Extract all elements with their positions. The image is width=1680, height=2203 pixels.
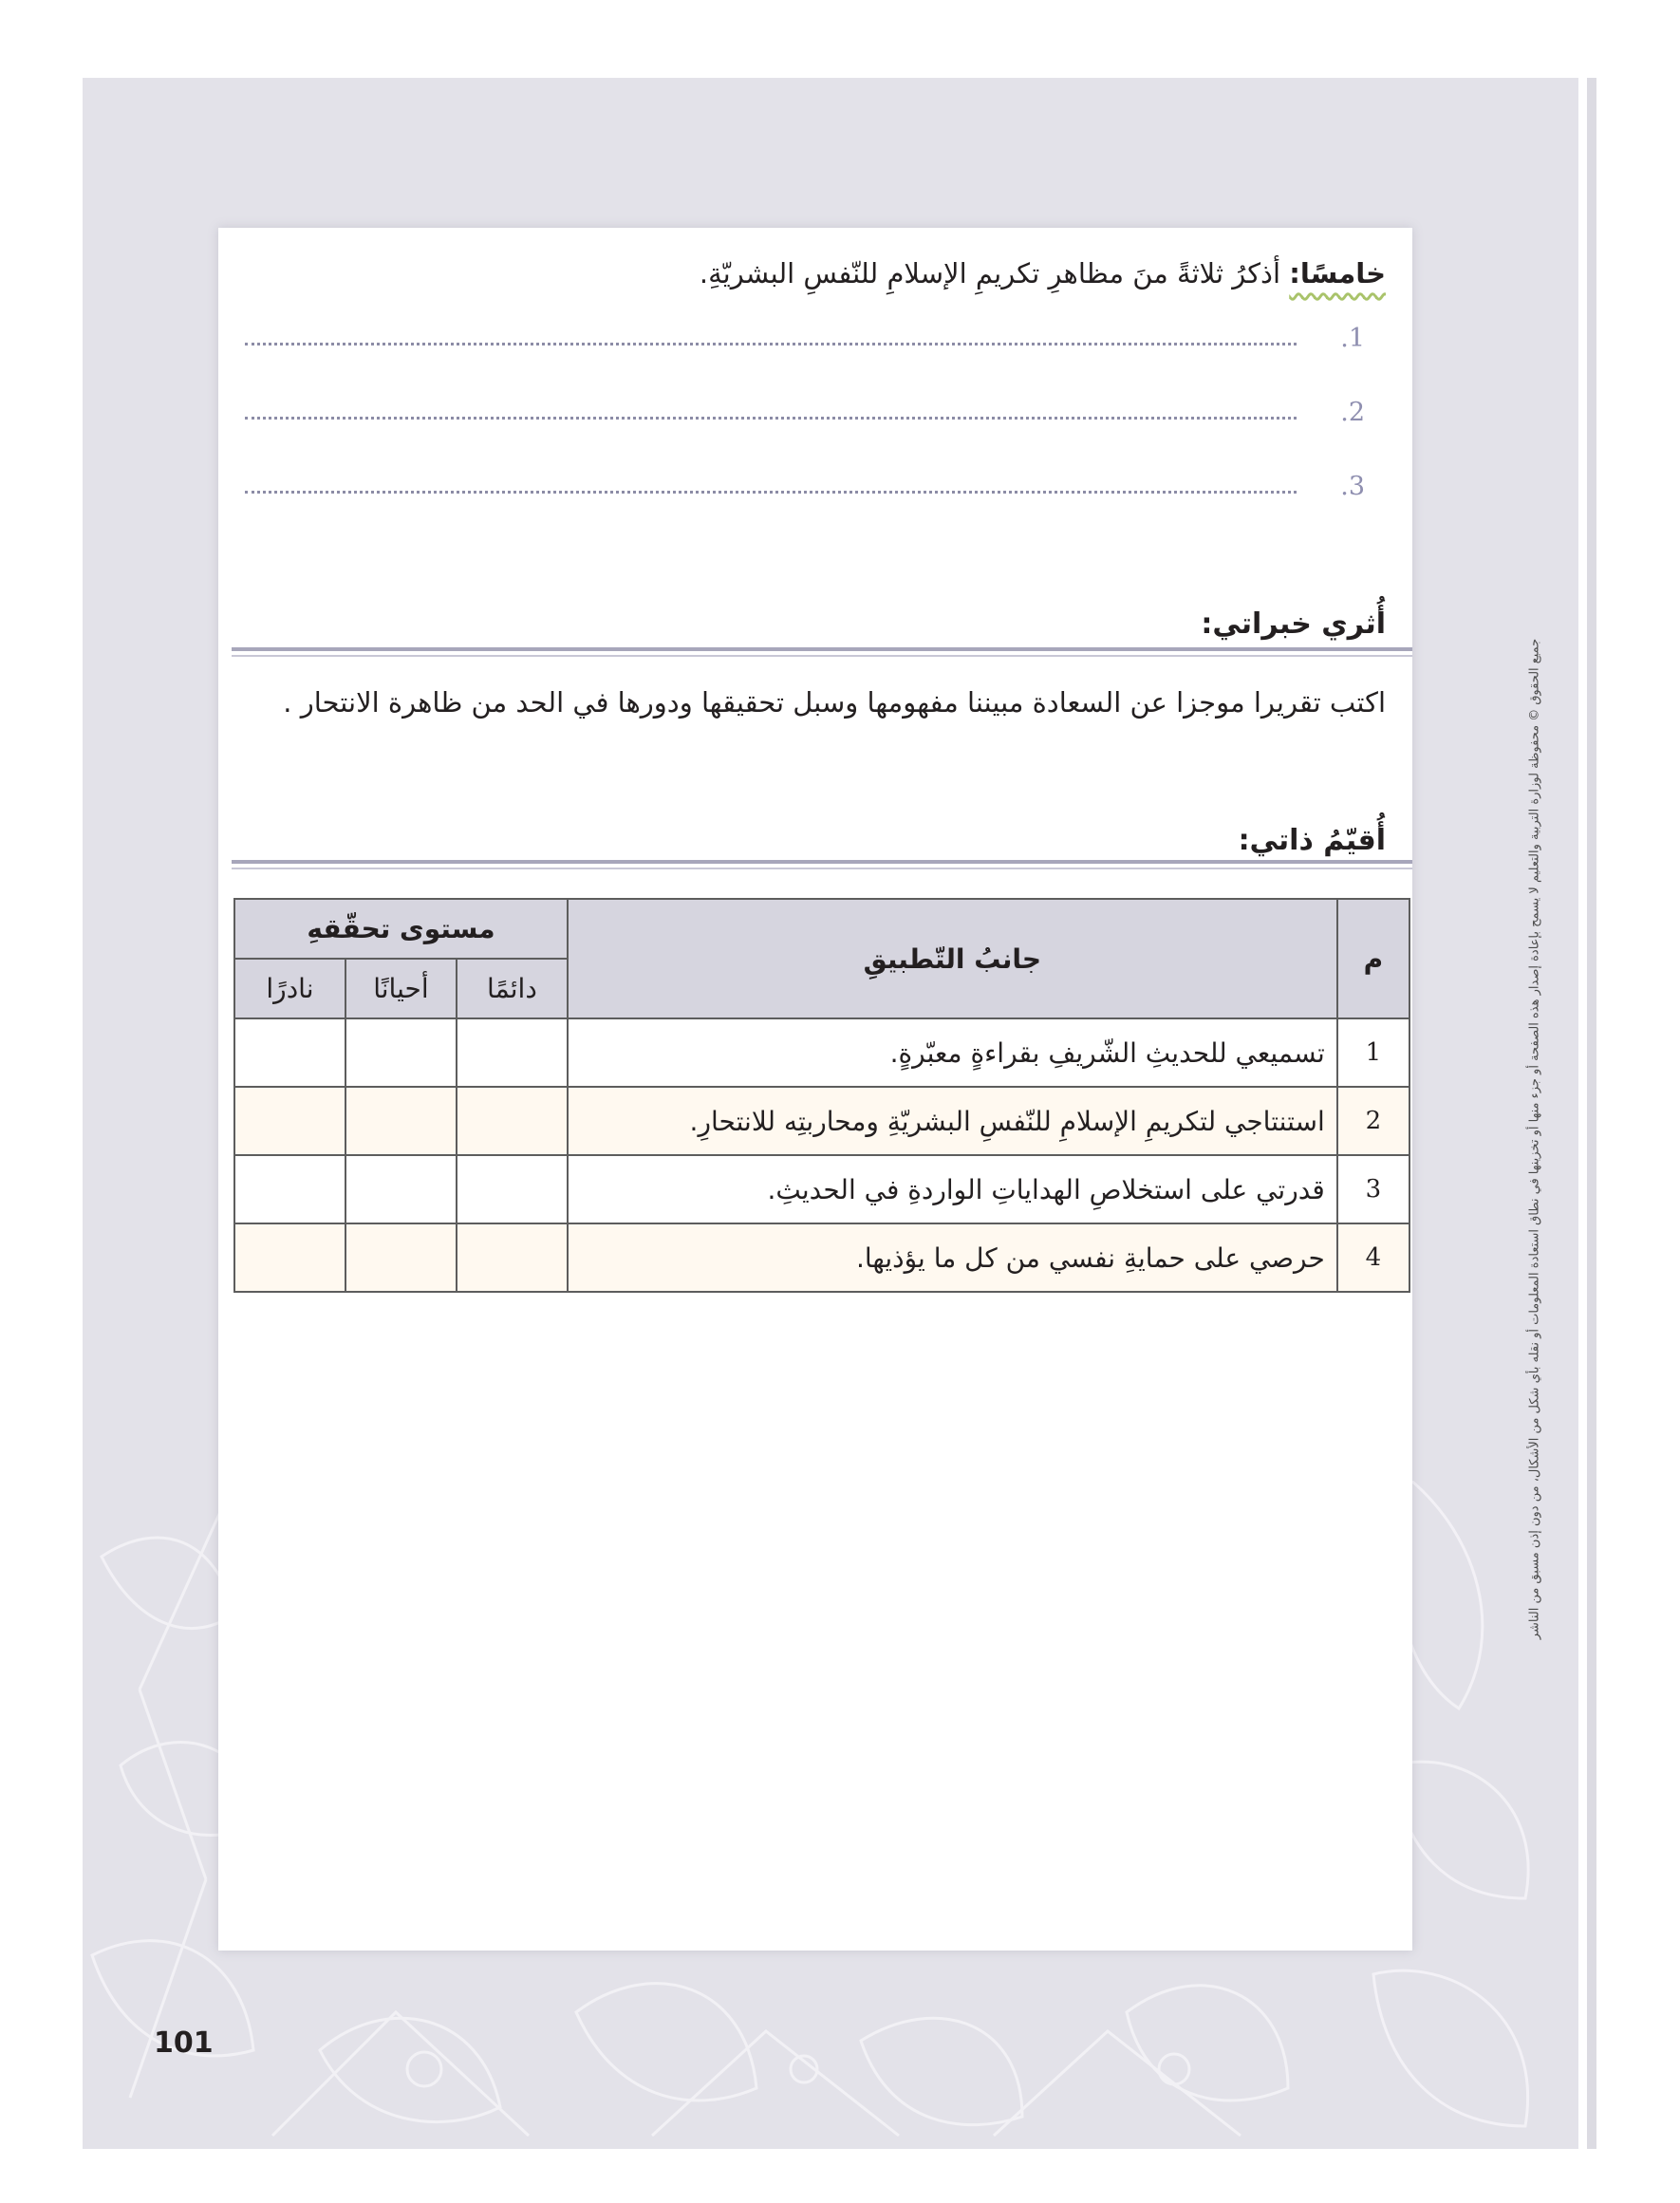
row-aspect: قدرتي على استخلاصِ الهداياتِ الواردةِ في الحديثِ. — [568, 1155, 1337, 1223]
row-number: 4 — [1337, 1223, 1409, 1292]
cell-rarely[interactable] — [234, 1087, 345, 1155]
page-edge-strip — [1587, 78, 1596, 2149]
answer-line-1[interactable] — [245, 315, 1365, 353]
answer-line-2[interactable] — [245, 389, 1365, 427]
answer-number: .1 — [1340, 324, 1365, 353]
table-row — [234, 1087, 1409, 1155]
cell-always[interactable] — [457, 1018, 568, 1087]
cell-sometimes[interactable] — [345, 1223, 457, 1292]
table-row — [234, 1223, 1409, 1292]
column-header-aspect: جانبُ التّطبيقِ — [568, 899, 1337, 1018]
cell-rarely[interactable] — [234, 1155, 345, 1223]
dotted-line — [245, 343, 1297, 345]
row-number: 1 — [1337, 1018, 1409, 1087]
row-aspect: حرصي على حمايةِ نفسي من كل ما يؤذيها. — [568, 1223, 1337, 1292]
answer-line-3[interactable] — [245, 463, 1365, 501]
copyright-text: جميع الحقوق © محفوظة لوزارة التربية والتعليم لا يسمح بإعادة إصدار هذه الصفحة أو جزء منها أو تخزينها في نطاق استعادة المعلومات أو نقله بأي شكل من الأشكال، من دون إذن مسبق من الناشر — [1527, 638, 1542, 1640]
level-rarely: نادرًا — [234, 959, 345, 1018]
column-header-number: م — [1337, 899, 1409, 1018]
cell-rarely[interactable] — [234, 1018, 345, 1087]
page-number: 101 — [154, 2026, 214, 2060]
row-number: 2 — [1337, 1087, 1409, 1155]
copyright-notice — [1523, 569, 1546, 1708]
self-eval-heading: أُقيّمُ ذاتي: — [1238, 824, 1386, 857]
question-5-label: خامسًا: — [1289, 257, 1386, 289]
cell-sometimes[interactable] — [345, 1155, 457, 1223]
question-5-text: أذكرُ ثلاثةً منَ مظاهرِ تكريمِ الإسلامِ للنّفسِ البشريّةِ. — [699, 257, 1290, 289]
answer-number: .3 — [1340, 472, 1365, 501]
cell-always[interactable] — [457, 1155, 568, 1223]
level-always: دائمًا — [457, 959, 568, 1018]
question-5-title — [247, 252, 1386, 294]
table-row — [234, 1155, 1409, 1223]
content-sheet — [218, 228, 1412, 1951]
enrich-heading: أُثري خبراتي: — [1201, 607, 1386, 641]
row-number: 3 — [1337, 1155, 1409, 1223]
self-evaluation-table — [233, 898, 1410, 1293]
dotted-line — [245, 417, 1297, 420]
level-sometimes: أحيانًا — [345, 959, 457, 1018]
enrich-task-text: اكتب تقريرا موجزا عن السعادة مبيننا مفهومها وسبل تحقيقها ودورها في الحد من ظاهرة الانتحار . — [283, 686, 1386, 719]
cell-sometimes[interactable] — [345, 1018, 457, 1087]
answer-number: .2 — [1340, 398, 1365, 427]
cell-always[interactable] — [457, 1087, 568, 1155]
row-aspect: تسميعي للحديثِ الشّريفِ بقراءةٍ معبّرةٍ. — [568, 1018, 1337, 1087]
cell-rarely[interactable] — [234, 1223, 345, 1292]
column-header-level: مستوى تحقّقهِ — [234, 899, 568, 959]
section-divider — [232, 860, 1412, 869]
section-divider — [232, 647, 1412, 657]
dotted-line — [245, 491, 1297, 494]
cell-sometimes[interactable] — [345, 1087, 457, 1155]
table-row — [234, 1018, 1409, 1087]
row-aspect: استنتاجي لتكريمِ الإسلامِ للنّفسِ البشريّةِ ومحاربتِه للانتحارِ. — [568, 1087, 1337, 1155]
cell-always[interactable] — [457, 1223, 568, 1292]
